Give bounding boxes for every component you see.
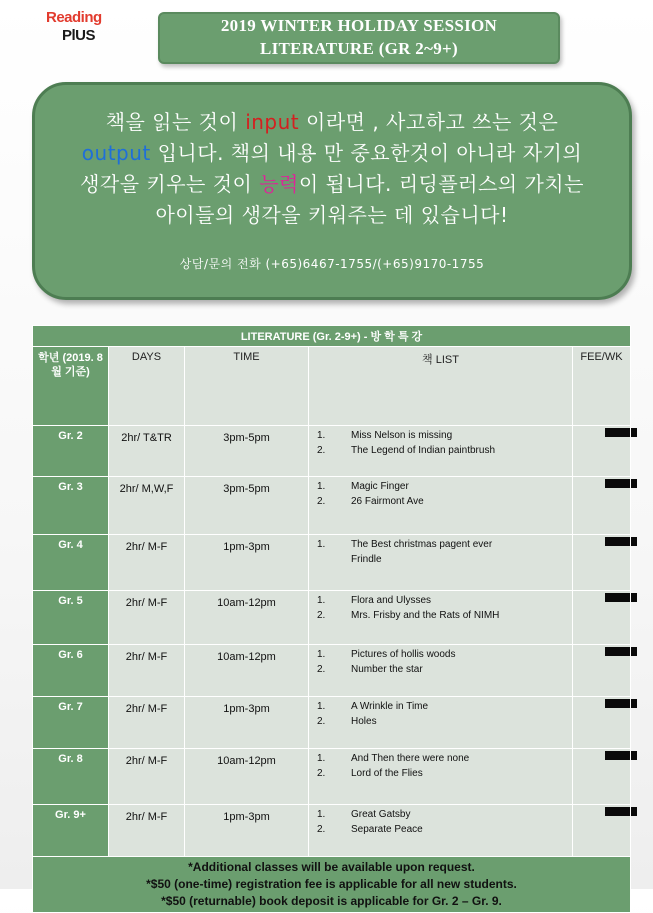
book-list-cell [309,749,573,805]
callout-message [35,107,629,231]
grade-cell: Gr. 4 [33,535,109,591]
book-number: 2. [317,824,326,835]
book-number: 2. [317,445,326,456]
fee-cell [573,697,631,749]
book-title: The Legend of Indian paintbrush [351,445,495,456]
redacted-fee [605,647,637,656]
book-number: 1. [317,430,326,441]
book-item [309,714,572,729]
table-row [33,426,631,477]
days-cell: 2hr/ M-F [109,645,185,697]
book-number: 2. [317,496,326,507]
redacted-fee [605,479,637,488]
book-title: Magic Finger [351,481,409,492]
grade-cell: Gr. 9+ [33,805,109,857]
days-cell: 2hr/ M-F [109,749,185,805]
grade-cell: Gr. 7 [33,697,109,749]
book-list-cell [309,645,573,697]
fee-cell [573,535,631,591]
book-title: Miss Nelson is missing [351,430,453,441]
time-cell: 10am-12pm [185,749,309,805]
page-title [158,12,560,64]
fee-cell [573,477,631,535]
msg-line2 [35,138,629,169]
book-item [309,552,572,567]
table-banner: LITERATURE (Gr. 2-9+) - 방 학 특 강 [33,326,631,347]
fee-cell [573,591,631,645]
book-item [309,494,572,509]
book-title: Separate Peace [351,824,423,835]
book-list-cell [309,426,573,477]
days-cell: 2hr/ M-F [109,535,185,591]
book-title: Flora and Ulysses [351,595,432,606]
redacted-fee [605,699,637,708]
time-cell: 3pm-5pm [185,477,309,535]
redacted-fee [605,537,637,546]
reading-plus-logo [46,8,126,52]
days-cell: 2hr/ M-F [109,805,185,857]
msg-text: 이라면 , 사고하고 쓰는 것은 [299,110,559,134]
msg-text: 이 됩니다. 리딩플러스의 가치는 [298,172,584,196]
msg-line4: 아이들의 생각을 키워주는 데 있습니다! [155,203,509,227]
book-title: Frindle [351,554,382,565]
book-item [309,699,572,714]
title-line2: LITERATURE (GR 2~9+) [259,39,458,58]
book-number: 2. [317,610,326,621]
book-list-cell [309,697,573,749]
time-cell: 10am-12pm [185,591,309,645]
days-cell: 2hr/ M-F [109,591,185,645]
fee-cell [573,749,631,805]
book-item [309,537,572,552]
header-grade: 학년 (2019. 8월 기준) [33,347,109,426]
book-item [309,751,572,766]
time-cell: 1pm-3pm [185,535,309,591]
book-item [309,822,572,837]
table-row [33,645,631,697]
fee-cell [573,805,631,857]
time-cell: 3pm-5pm [185,426,309,477]
book-title: 26 Fairmont Ave [351,496,424,507]
msg-output-word: output [81,141,151,165]
msg-text: 입니다. 책의 내용 만 중요한것이 아니라 자기의 [150,141,583,165]
time-cell: 1pm-3pm [185,805,309,857]
msg-input-word: input [245,110,300,134]
book-title: Holes [351,716,377,727]
book-number: 1. [317,649,326,660]
book-item [309,807,572,822]
book-number: 1. [317,481,326,492]
book-item [309,662,572,677]
book-item [309,608,572,623]
book-list-cell [309,805,573,857]
redacted-fee [605,593,637,602]
book-title: Great Gatsby [351,809,411,820]
note-line: *$50 (one-time) registration fee is applicable for all new students. [146,877,517,891]
table-row [33,477,631,535]
redacted-fee [605,428,637,437]
header-books: 책 LIST [309,347,573,426]
book-item [309,443,572,458]
days-cell: 2hr/ M-F [109,697,185,749]
book-item [309,647,572,662]
grade-cell: Gr. 6 [33,645,109,697]
fee-cell [573,645,631,697]
book-number: 1. [317,753,326,764]
grade-cell: Gr. 8 [33,749,109,805]
book-list-cell [309,591,573,645]
msg-line1 [35,107,629,138]
days-cell: 2hr/ M,W,F [109,477,185,535]
table-row [33,535,631,591]
book-item [309,766,572,781]
book-title: And Then there were none [351,753,470,764]
book-number: 2. [317,664,326,675]
header-time: TIME [185,347,309,426]
book-number: 2. [317,768,326,779]
table-row [33,749,631,805]
book-list-cell [309,535,573,591]
table-notes [33,857,631,913]
book-title: A Wrinkle in Time [351,701,429,712]
schedule-table [32,325,631,913]
title-line1: 2019 WINTER HOLIDAY SESSION [220,16,498,35]
book-title: Number the star [351,664,423,675]
header-days: DAYS [109,347,185,426]
book-number: 1. [317,809,326,820]
time-cell: 1pm-3pm [185,697,309,749]
book-number: 2. [317,716,326,727]
book-title: Pictures of hollis woods [351,649,456,660]
book-item [309,593,572,608]
book-number: 1. [317,539,326,550]
book-title: Mrs. Frisby and the Rats of NIMH [351,610,500,621]
note-line: *Additional classes will be available upon request. [188,860,475,874]
msg-ability-word: 능력 [259,172,299,196]
book-title: The Best christmas pagent ever [351,539,493,550]
grade-cell: Gr. 5 [33,591,109,645]
book-item [309,428,572,443]
book-number: 1. [317,701,326,712]
msg-text: 생각을 키우는 것이 [80,172,260,196]
book-number: 1. [317,595,326,606]
book-item [309,479,572,494]
grade-cell: Gr. 2 [33,426,109,477]
book-list-cell [309,477,573,535]
redacted-fee [605,751,637,760]
logo-line2: PlUS [62,27,96,44]
grade-cell: Gr. 3 [33,477,109,535]
logo-line1: Reading [46,9,102,26]
header-fee: FEE/WK [573,347,631,426]
redacted-fee [605,807,637,816]
contact-phone: 상담/문의 전화 (+65)6467-1755/(+65)9170-1755 [179,257,485,271]
days-cell: 2hr/ T&TR [109,426,185,477]
msg-text: 책을 읽는 것이 [105,110,246,134]
msg-line3 [35,169,629,200]
time-cell: 10am-12pm [185,645,309,697]
message-callout [32,82,632,300]
table-row [33,591,631,645]
table-row [33,697,631,749]
note-line: *$50 (returnable) book deposit is applicable for Gr. 2 – Gr. 9. [161,894,502,908]
table-row [33,805,631,857]
fee-cell [573,426,631,477]
book-title: Lord of the Flies [351,768,423,779]
